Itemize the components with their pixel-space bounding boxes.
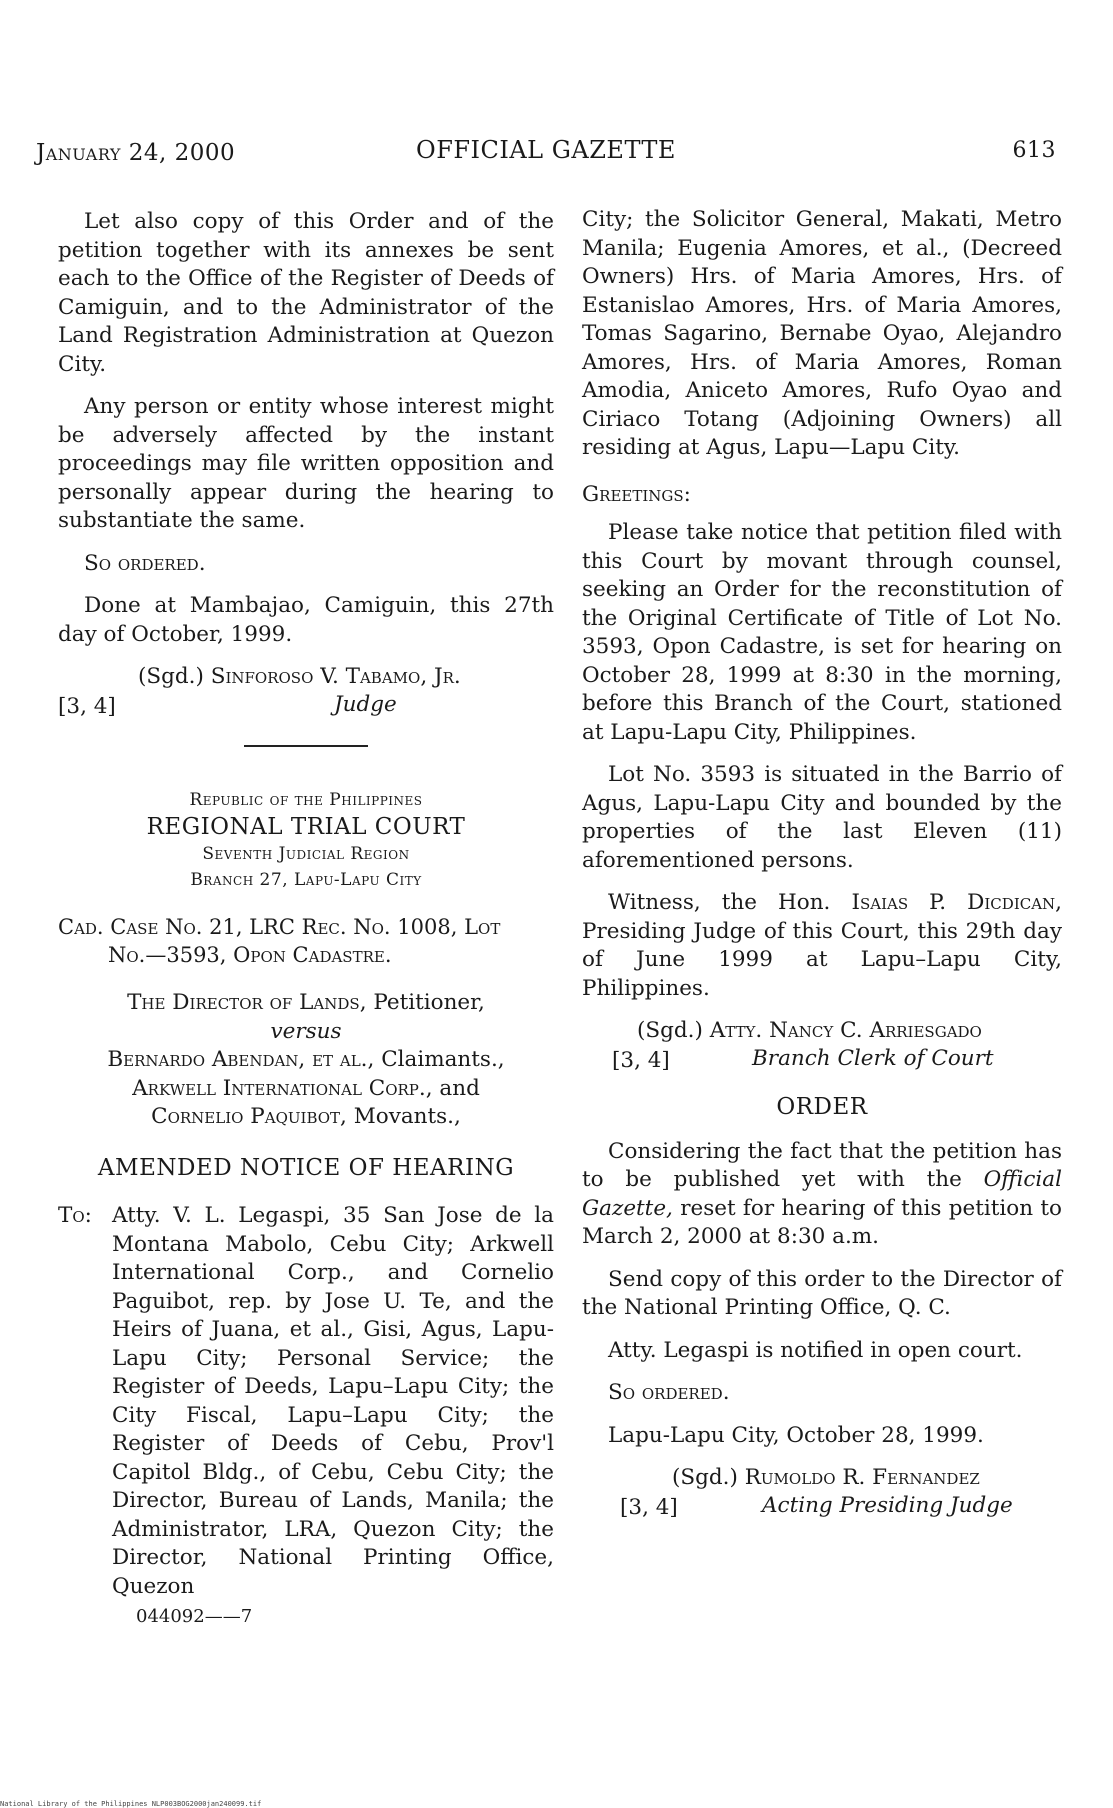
send-copy-paragraph: Send copy of this order to the Director of the National Printing Office, Q. C.	[582, 1266, 1062, 1320]
place-date: Lapu-Lapu City, October 28, 1999.	[608, 1422, 984, 1448]
notice-title: AMENDED NOTICE OF HEARING	[97, 1154, 515, 1181]
witness-name: Isaias P. Dicdican,	[851, 890, 1063, 915]
movants-role: Movants.,	[353, 1104, 461, 1129]
notified-paragraph: Atty. Legaspi is notified in open court.	[608, 1337, 1023, 1363]
case-line-1: Cad. Case No. 21, LRC Rec. No. 1008, Lot	[58, 915, 501, 939]
signer-name: Rumoldo R. Fernandez	[744, 1465, 980, 1490]
greetings-label: Greetings:	[582, 481, 691, 507]
signature-tabamo	[58, 663, 554, 723]
sgd-label: (Sgd.)	[637, 1018, 703, 1043]
signer-name: Atty. Nancy C. Arriesgado	[709, 1018, 982, 1043]
right-column	[582, 206, 1062, 1524]
order-pre: Considering the fact that the petition has to be published yet with the	[582, 1138, 1062, 1192]
claimants-role: Claimants.,	[381, 1047, 505, 1072]
court-branch: Branch 27, Lapu-Lapu City	[190, 870, 422, 890]
court-republic: Republic of the Philippines	[189, 790, 423, 810]
signature-fernandez	[582, 1464, 1062, 1524]
page-header	[36, 136, 1056, 168]
petitioner-name: The Director of Lands,	[127, 990, 367, 1015]
order-paragraph	[582, 1138, 1062, 1252]
scan-footer: National Library of the Philippines NLP003BOG2000jan240099.tif	[0, 1800, 262, 1808]
hearing-notice-paragraph: Please take notice that petition filed with this Court by movant through counsel, seeking an Order for the reconstitution of the Original Certificate of Title of Lot No. 3593, Opon Cadastre, is set for hearing on October 28, 1999 at 8:30 in the morning, before this Branch of the Court, stationed at Lapu-Lapu City, Philippines.	[582, 520, 1062, 745]
case-number	[58, 913, 554, 969]
witness-post: Presiding Judge of this Court, this 29th day of June 1999 at Lapu–Lapu City, Philippines.	[582, 918, 1062, 1001]
movant-arkwell: Arkwell International Corp.,	[132, 1075, 433, 1101]
to-label: To:	[58, 1203, 92, 1228]
sgd-label: (Sgd.)	[672, 1465, 738, 1490]
and-label: and	[439, 1075, 480, 1101]
signature-arriesgado	[582, 1017, 1062, 1077]
print-code: 044092——7	[136, 1606, 253, 1627]
versus-label: versus	[270, 1018, 342, 1044]
case-parties	[58, 989, 554, 1132]
so-ordered-left: So ordered.	[84, 550, 206, 576]
done-at-paragraph: Done at Mambajao, Camiguin, this 27th day of October, 1999.	[58, 593, 554, 647]
lot-location-paragraph: Lot No. 3593 is situated in the Barrio of Agus, Lapu-Lapu City and bounded by the properties of the last Eleven (11) aforementioned persons.	[582, 762, 1062, 873]
case-line-2: No.—3593, Opon Cadastre.	[108, 943, 392, 967]
reference-number: [3, 4]	[58, 694, 116, 719]
claimants-name: Bernardo Abendan, et al.,	[107, 1047, 375, 1072]
signer-role: Judge	[334, 692, 397, 717]
petitioner-role: Petitioner,	[373, 990, 485, 1015]
order-post: reset for hearing of this petition to March 2, 2000 at 8:30 a.m.	[582, 1195, 1062, 1249]
court-heading	[58, 787, 554, 893]
witness-paragraph	[582, 889, 1062, 1003]
reference-number: [3, 4]	[612, 1048, 670, 1073]
court-region: Seventh Judicial Region	[202, 844, 410, 864]
copy-order-paragraph: Let also copy of this Order and of the petition together with its annexes be sent each to the Office of the Register of Deeds of Camiguin, and to the Administrator of the Land Registration Administration at Quezon City.	[58, 209, 554, 377]
signer-role: Branch Clerk of Court	[752, 1046, 994, 1071]
page-number: 613	[1012, 138, 1056, 163]
order-gazette: Official Gazette,	[582, 1167, 1062, 1221]
addressees-block	[58, 1202, 554, 1601]
section-divider	[244, 745, 368, 747]
court-name: REGIONAL TRIAL COURT	[146, 814, 466, 840]
addressees-text: Atty. V. L. Legaspi, 35 San Jose de la Montana Mabolo, Cebu City; Arkwell International Corp., and Cornelio Paguibot, rep. by Jose U. Te, and the Heirs of Juana, et al., Gisi, Agus, Lapu-Lapu City; Personal Service; the Register of Deeds, Lapu–Lapu City; the City Fiscal, Lapu–Lapu City; the Register of Deeds of Cebu, Prov'l Capitol Bldg., of Cebu, Cebu City; the Director, Bureau of Lands, Manila; the Administrator, LRA, Quezon City; the Director, National Printing Office, Quezon	[112, 1203, 554, 1599]
sgd-label: (Sgd.)	[138, 664, 204, 689]
movant-paquibot: Cornelio Paquibot,	[151, 1104, 347, 1129]
order-title: ORDER	[776, 1094, 868, 1120]
so-ordered-right: So ordered.	[608, 1380, 730, 1405]
header-title: OFFICIAL GAZETTE	[416, 136, 676, 164]
opposition-paragraph: Any person or entity whose interest might be adversely affected by the instant proceedings may file written opposition and personally appear during the hearing to substantiate the same.	[58, 394, 554, 533]
reference-number: [3, 4]	[620, 1495, 678, 1520]
left-column	[58, 208, 554, 1632]
witness-pre: Witness, the Hon.	[608, 890, 831, 915]
signer-role: Acting Presiding Judge	[762, 1493, 1013, 1518]
signer-name: Sinforoso V. Tabamo, Jr.	[210, 664, 461, 689]
header-date: January 24, 2000	[36, 140, 236, 166]
addressees-continued: City; the Solicitor General, Makati, Metro Manila; Eugenia Amores, et al., (Decreed Owners) Hrs. of Maria Amores, Hrs. of Estanislao Amores, Hrs. of Maria Amores, Tomas Sagarino, Bernabe Oyao, Alejandro Amores, Hrs. of Maria Amores, Roman Amodia, Aniceto Amores, Rufo Oyao and Ciriaco Totang (Adjoining Owners) all residing at Agus, Lapu—Lapu City.	[582, 207, 1062, 460]
